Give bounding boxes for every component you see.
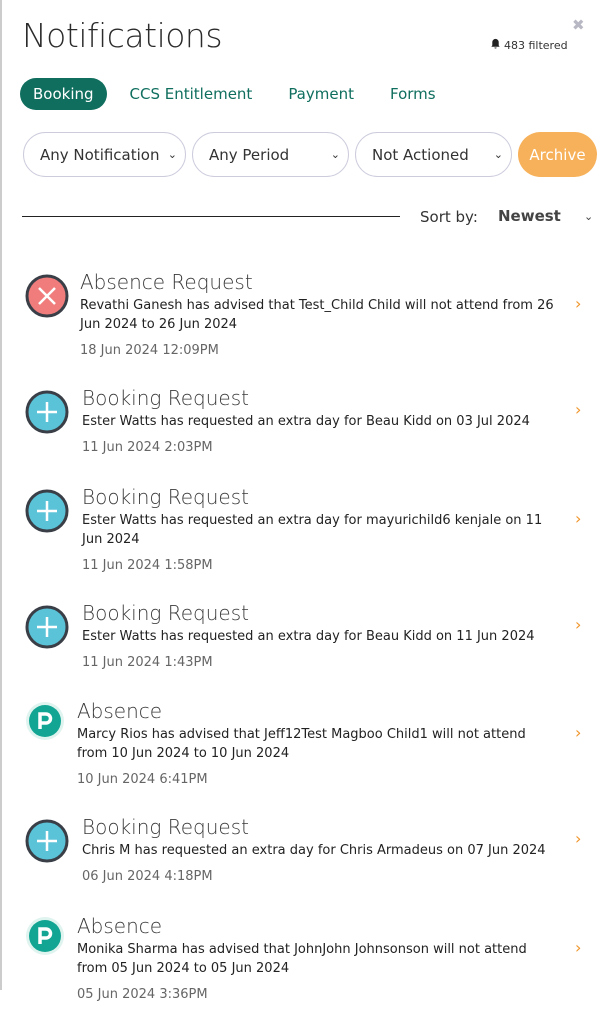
chevron-down-icon: ⌄ — [493, 148, 503, 161]
notification-time: 06 Jun 2024 4:18PM — [82, 869, 213, 884]
tab-forms[interactable]: Forms — [389, 85, 436, 103]
bell-icon — [490, 38, 501, 52]
chevron-down-icon[interactable]: ⌄ — [584, 210, 594, 223]
notification-time: 11 Jun 2024 2:03PM — [82, 440, 213, 455]
category-tabs — [20, 78, 459, 110]
plus-icon — [25, 390, 69, 434]
notification-time: 05 Jun 2024 3:36PM — [77, 987, 208, 1002]
absence-logo-icon — [25, 701, 69, 745]
notification-description: Revathi Ganesh has advised that Test_Child Child will not attend from 26 Jun 2024 to 26 Jun 2024 — [80, 298, 554, 332]
absence-logo-icon — [25, 916, 69, 960]
page-title: Notifications — [22, 16, 223, 55]
notification-item[interactable] — [2, 270, 615, 380]
notification-item[interactable] — [2, 601, 615, 711]
notification-item[interactable] — [2, 485, 615, 595]
notification-description: Ester Watts has requested an extra day for Beau Kidd on 11 Jun 2024 — [82, 629, 535, 644]
plus-icon — [25, 489, 69, 533]
tab-ccs-entitlement[interactable]: CCS Entitlement — [129, 85, 253, 103]
notification-title: Booking Request — [82, 386, 249, 410]
notification-title: Absence — [77, 699, 163, 723]
status-select[interactable]: Not Actioned ⌄ — [355, 132, 512, 177]
chevron-right-icon[interactable]: › — [575, 829, 582, 848]
chevron-right-icon[interactable]: › — [575, 400, 582, 419]
cancel-icon — [25, 274, 69, 318]
filter-bar — [23, 132, 597, 177]
notification-time: 18 Jun 2024 12:09PM — [80, 343, 219, 358]
notification-item[interactable] — [2, 815, 615, 925]
notification-description: Chris M has requested an extra day for Chris Armadeus on 07 Jun 2024 — [82, 843, 546, 858]
notification-description: Marcy Rios has advised that Jeff12Test Magboo Child1 will not attend from 10 Jun 2024 to 10 Jun 2024 — [77, 727, 526, 761]
chevron-right-icon[interactable]: › — [575, 294, 582, 313]
period-select[interactable]: Any Period ⌄ — [192, 132, 349, 177]
notification-time: 11 Jun 2024 1:58PM — [82, 558, 213, 573]
notification-title: Booking Request — [82, 485, 249, 509]
notification-item[interactable] — [2, 699, 615, 809]
notification-description: Monika Sharma has advised that JohnJohn Johnsonson will not attend from 05 Jun 2024 to 05 Jun 2024 — [77, 942, 527, 976]
sort-select[interactable]: Newest — [498, 207, 561, 225]
filtered-count: 483 filtered — [490, 38, 568, 52]
notification-title: Booking Request — [82, 601, 249, 625]
tab-payment[interactable]: Payment — [288, 85, 354, 103]
notification-description: Ester Watts has requested an extra day for Beau Kidd on 03 Jul 2024 — [82, 414, 530, 429]
notification-type-select[interactable]: Any Notification ⌄ — [23, 132, 186, 177]
notification-title: Absence — [77, 914, 163, 938]
chevron-down-icon: ⌄ — [167, 148, 177, 161]
divider — [22, 216, 400, 217]
notification-title: Booking Request — [82, 815, 249, 839]
chevron-right-icon[interactable]: › — [575, 509, 582, 528]
chevron-down-icon: ⌄ — [330, 148, 340, 161]
plus-icon — [25, 819, 69, 863]
sort-label: Sort by: — [420, 208, 478, 226]
chevron-right-icon[interactable]: › — [575, 615, 582, 634]
notification-time: 11 Jun 2024 1:43PM — [82, 655, 213, 670]
notification-item[interactable] — [2, 386, 615, 496]
notification-item[interactable] — [2, 914, 615, 1024]
notification-title: Absence Request — [80, 270, 253, 294]
notification-time: 10 Jun 2024 6:41PM — [77, 772, 208, 787]
notification-description: Ester Watts has requested an extra day for mayurichild6 kenjale on 11 Jun 2024 — [82, 513, 543, 547]
close-icon[interactable]: ✖ — [572, 16, 585, 34]
archive-button[interactable]: Archive — [518, 132, 597, 177]
chevron-right-icon[interactable]: › — [575, 723, 582, 742]
tab-booking[interactable]: Booking — [20, 78, 107, 110]
chevron-right-icon[interactable]: › — [575, 938, 582, 957]
plus-icon — [25, 605, 69, 649]
